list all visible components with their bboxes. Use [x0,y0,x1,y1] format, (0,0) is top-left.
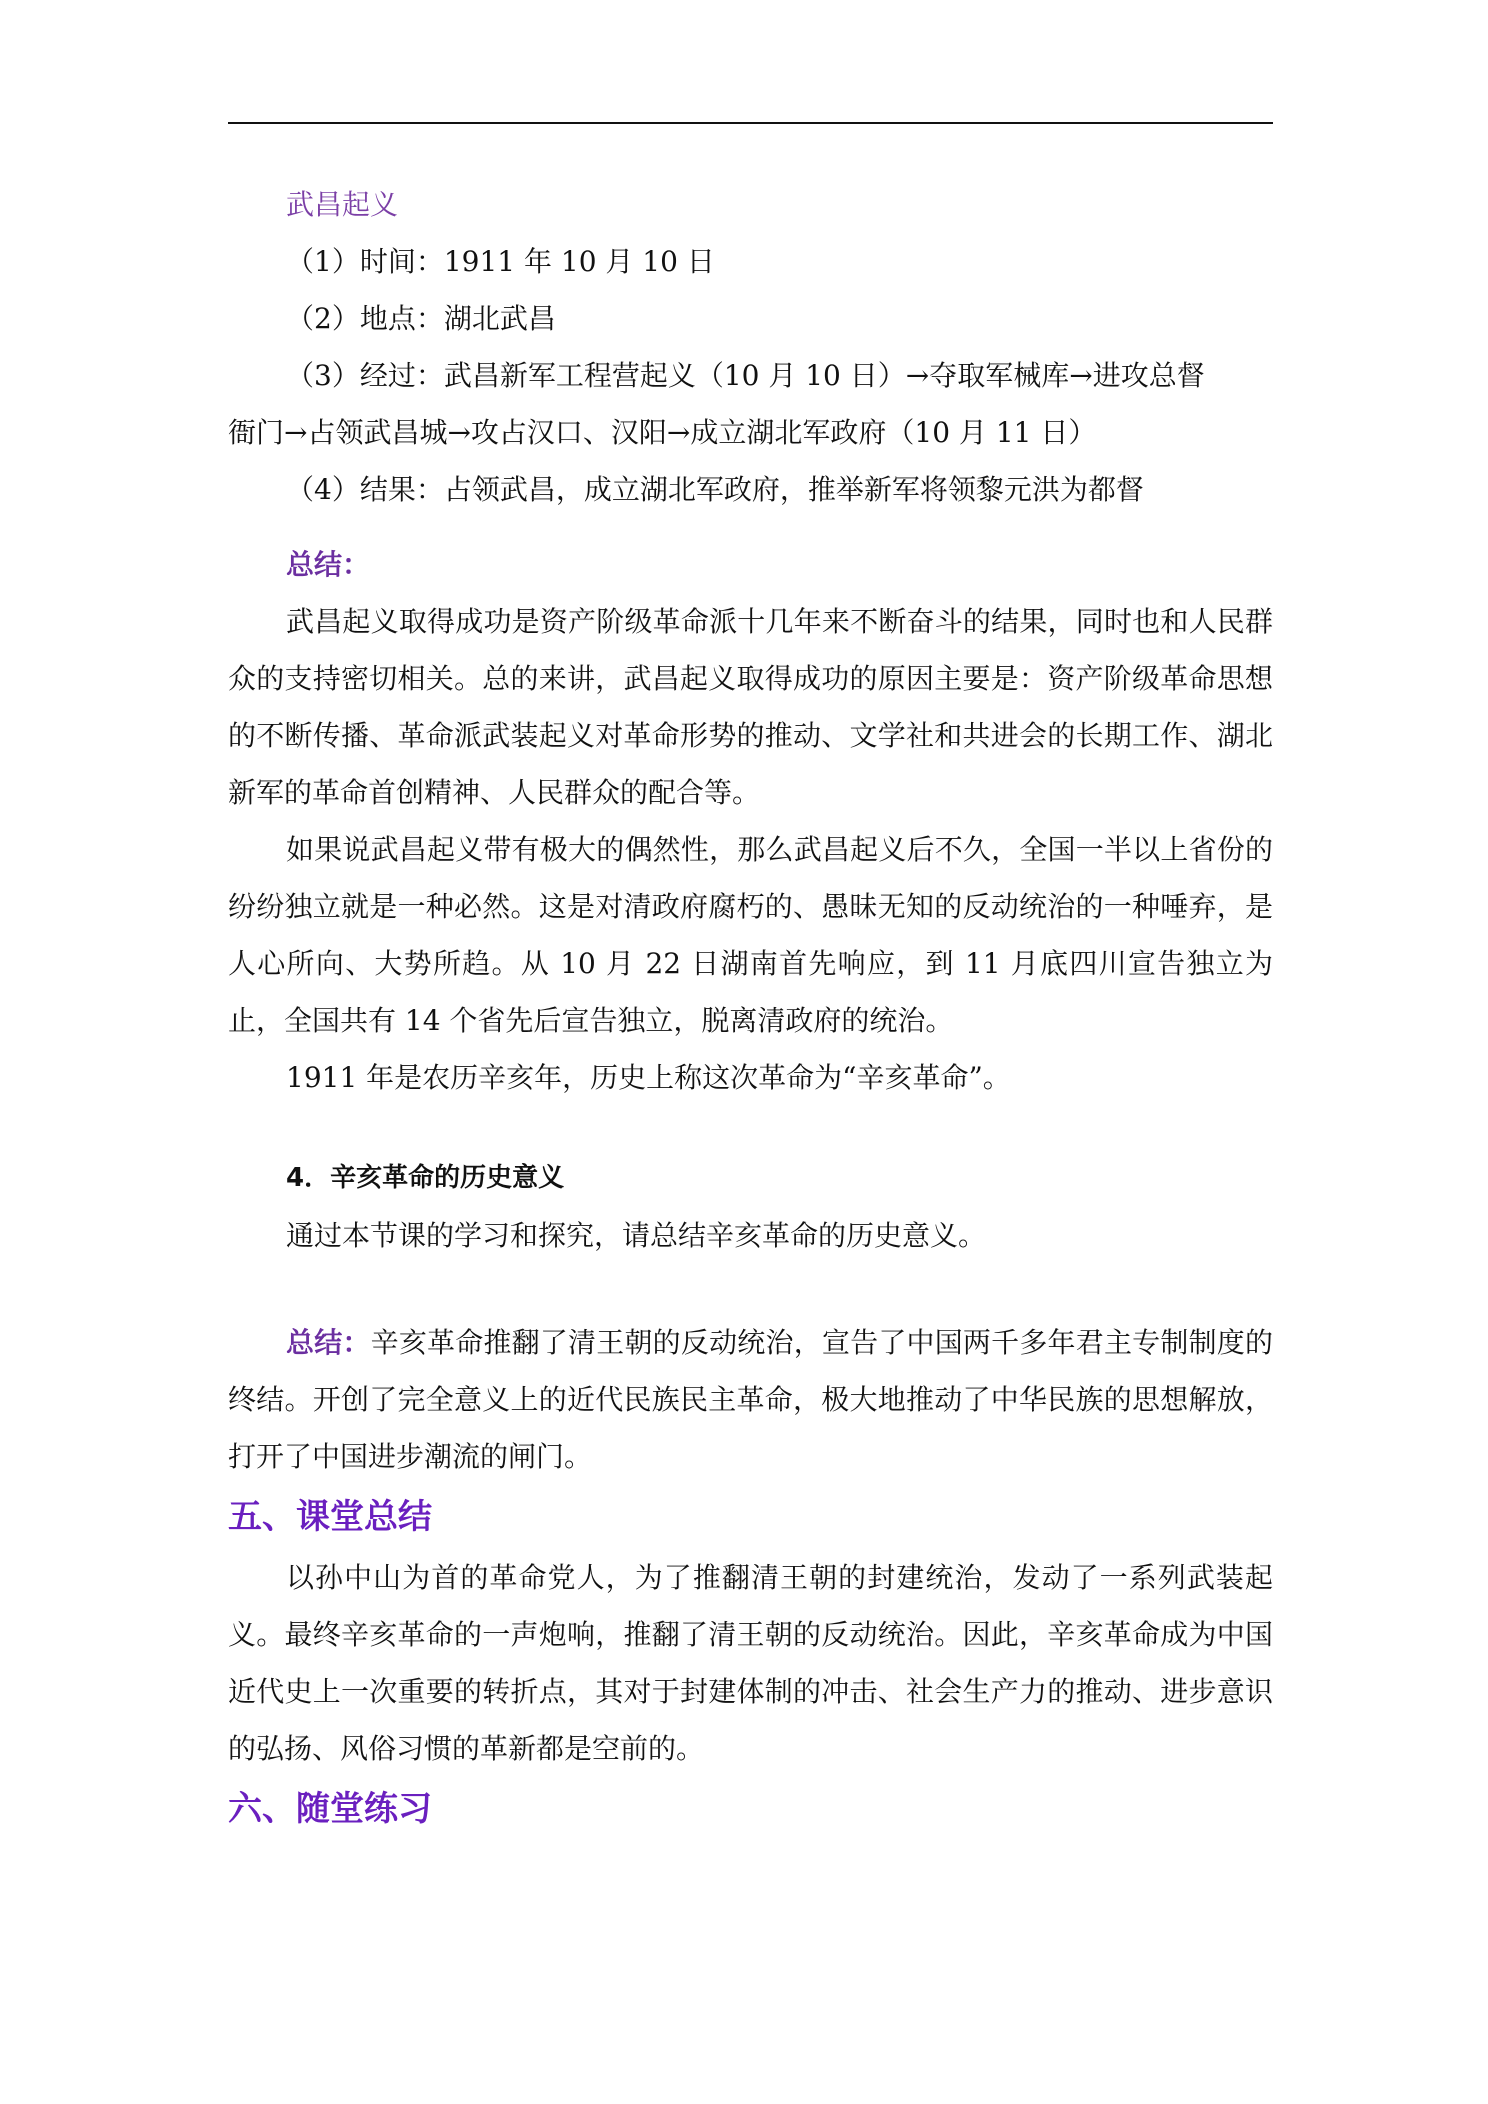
summary-label: 总结： [286,548,371,581]
spacer [228,1264,1273,1314]
wuchang-process-line1: （3）经过：武昌新军工程营起义（10 月 10 日）→夺取军械库→进攻总督 [286,359,1205,392]
wuchang-place: （2）地点：湖北武昌 [286,302,556,335]
summary-paragraph-1: 武昌起义取得成功是资产阶级革命派十几年来不断奋斗的结果，同时也和人民群众的支持密切相关。总的来讲，武昌起义取得成功的原因主要是：资产阶级革命思想的不断传播、革命派武装起义对革命形势的推动、文学社和共进会的长期工作、湖北新军的革命首创精神、人民群众的配合等。 [228,605,1273,809]
wuchang-process-line2: 衙门→占领武昌城→攻占汉口、汉阳→成立湖北军政府（10 月 11 日） [228,416,1097,449]
section-4-summary [228,1314,1273,1485]
section-4-prompt: 通过本节课的学习和探究，请总结辛亥革命的历史意义。 [286,1219,987,1252]
wuchang-result: （4）结果：占领武昌，成立湖北军政府，推举新军将领黎元洪为都督 [286,473,1144,506]
section-4-summary-label: 总结： [286,1326,371,1359]
header-rule [228,122,1273,124]
section-4-title: 4．辛亥革命的历史意义 [286,1163,565,1193]
spacer [228,1106,1273,1150]
class-summary-title: 五、课堂总结 [228,1497,432,1537]
document-content [228,176,1273,1841]
wuchang-heading: 武昌起义 [286,188,399,221]
practice-title: 六、随堂练习 [228,1789,432,1829]
summary-paragraph-2: 如果说武昌起义带有极大的偶然性，那么武昌起义后不久，全国一半以上省份的纷纷独立就是一种必然。这是对清政府腐朽的、愚昧无知的反动统治的一种唾弃，是人心所向、大势所趋。从 10 月 22 日湖南首先响应，到 11 月底四川宣告独立为止，全国共有 14 个省先后宣告独立，脱离清政府的统治。 [228,833,1273,1037]
class-summary-text: 以孙中山为首的革命党人，为了推翻清王朝的封建统治，发动了一系列武装起义。最终辛亥革命的一声炮响，推翻了清王朝的反动统治。因此，辛亥革命成为中国近代史上一次重要的转折点，其对于封建体制的冲击、社会生产力的推动、进步意识的弘扬、风俗习惯的革新都是空前的。 [228,1561,1273,1765]
summary-paragraph-3: 1911 年是农历辛亥年，历史上称这次革命为“辛亥革命”。 [286,1061,1011,1094]
section-4-summary-text: 辛亥革命推翻了清王朝的反动统治，宣告了中国两千多年君主专制制度的终结。开创了完全意义上的近代民族民主革命，极大地推动了中华民族的思想解放，打开了中国进步潮流的闸门。 [228,1326,1273,1473]
wuchang-time: （1）时间：1911 年 10 月 10 日 [286,245,715,278]
spacer [228,518,1273,536]
